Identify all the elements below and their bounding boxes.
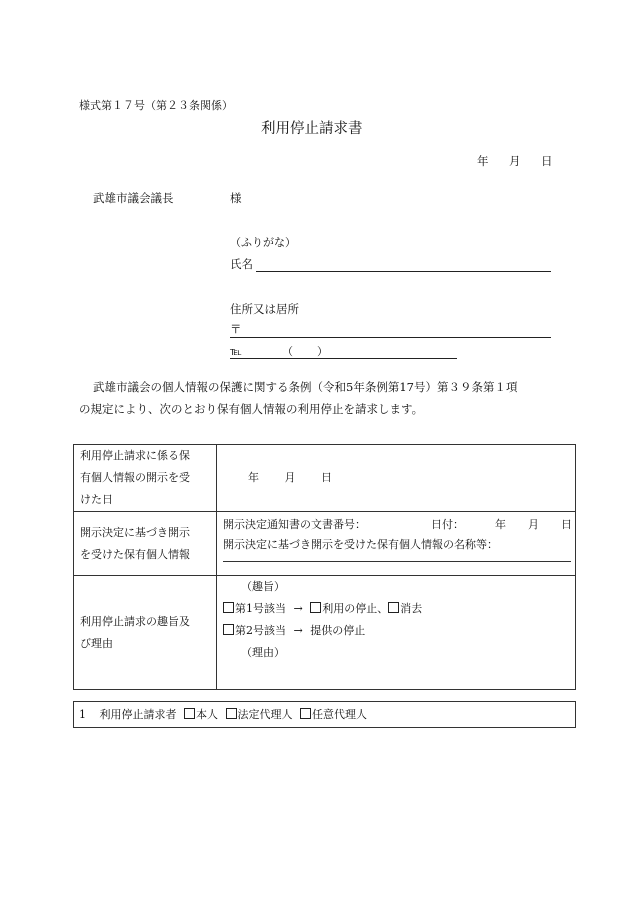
table-row-disclosed-info (74, 512, 576, 576)
tel-paren-close: ） (317, 345, 328, 358)
arrow-icon: → (293, 624, 303, 637)
addressee-honorific: 様 (230, 191, 242, 205)
row2-year: 年 (495, 518, 506, 531)
reason-heading: （理由） (241, 646, 285, 659)
disclosure-date-field[interactable] (217, 445, 576, 512)
requester-type-box (73, 701, 576, 728)
date-year-label: 年 (477, 154, 489, 168)
form-title: 利用停止請求書 (261, 121, 363, 137)
legal-agent-label: 法定代理人 (237, 708, 293, 721)
form-number: 様式第１７号（第２３条関係） (79, 99, 233, 112)
disclosed-info-name-line (223, 561, 571, 562)
tel-field-line[interactable] (230, 358, 457, 359)
erase-label: 消去 (400, 602, 423, 615)
self-checkbox[interactable] (184, 708, 195, 719)
option2-row (223, 620, 569, 642)
row2-day: 日 (561, 518, 572, 531)
stop-use-label: 利用の停止、 (322, 602, 389, 615)
arrow-icon: → (293, 602, 303, 615)
date-month-label: 月 (509, 154, 521, 168)
table-row-purpose-reason (74, 576, 576, 690)
voluntary-agent-checkbox[interactable] (300, 708, 311, 719)
requester-type-number: 1 (79, 708, 86, 721)
disclosed-info-name-label: 開示決定に基づき開示を受けた保有個人情報の名称等： (223, 538, 498, 551)
purpose-heading: （趣旨） (241, 580, 285, 593)
name-field-line[interactable] (256, 271, 551, 272)
row2-date-label: 日付： (431, 518, 464, 531)
erase-checkbox[interactable] (388, 602, 399, 613)
body-text-line1: 武雄市議会の個人情報の保護に関する条例（令和5年条例第17号）第３９条第１項 (93, 380, 518, 394)
purpose-reason-label (74, 576, 217, 690)
postal-mark: 〒 (230, 322, 242, 336)
option1-prefix: 第1号該当 (235, 602, 286, 615)
address-label: 住所又は居所 (230, 302, 299, 316)
furigana-label: （ふりがな） (230, 236, 296, 249)
voluntary-agent-label: 任意代理人 (312, 708, 367, 721)
option1-checkbox[interactable] (223, 602, 234, 613)
disclosed-info-field[interactable] (217, 512, 576, 576)
date-day-label: 日 (541, 154, 553, 168)
stop-use-checkbox[interactable] (310, 602, 321, 613)
label-line: 有個人情報の開示を受 (80, 471, 190, 484)
label-line: 開示決定に基づき開示 (80, 525, 190, 539)
option2-prefix: 第2号該当 (235, 624, 286, 637)
stop-provision-label: 提供の停止 (310, 624, 366, 637)
self-label: 本人 (196, 708, 218, 721)
request-details-table (73, 444, 576, 690)
option2-checkbox[interactable] (223, 624, 234, 635)
option1-row (223, 598, 569, 620)
purpose-reason-field[interactable] (217, 576, 576, 690)
row2-month: 月 (528, 518, 539, 531)
disclosure-date-label (74, 445, 217, 512)
label-line: 利用停止請求に係る保 (80, 449, 190, 462)
label-line: を受けた保有個人情報 (80, 547, 190, 561)
row1-day: 日 (321, 471, 332, 484)
tel-label: ℡ (230, 345, 242, 358)
requester-type-label: 利用停止請求者 (99, 708, 177, 721)
label-line: 利用停止請求の趣旨及 (80, 614, 190, 628)
row1-month: 月 (284, 471, 296, 484)
name-label: 氏名 (230, 257, 253, 271)
body-text-line2: の規定により、次のとおり保有個人情報の利用停止を請求します。 (79, 402, 424, 416)
disclosed-info-label (74, 512, 217, 576)
address-field-line[interactable] (230, 337, 551, 338)
table-row-disclosure-date (74, 445, 576, 512)
row1-year: 年 (248, 471, 259, 484)
tel-paren-open: （ (282, 345, 293, 358)
addressee-name: 武雄市議会議長 (93, 191, 174, 205)
label-line: び理由 (80, 636, 113, 650)
doc-number-label: 開示決定通知書の文書番号： (223, 518, 366, 531)
legal-agent-checkbox[interactable] (226, 708, 237, 719)
label-line: けた日 (80, 493, 113, 506)
